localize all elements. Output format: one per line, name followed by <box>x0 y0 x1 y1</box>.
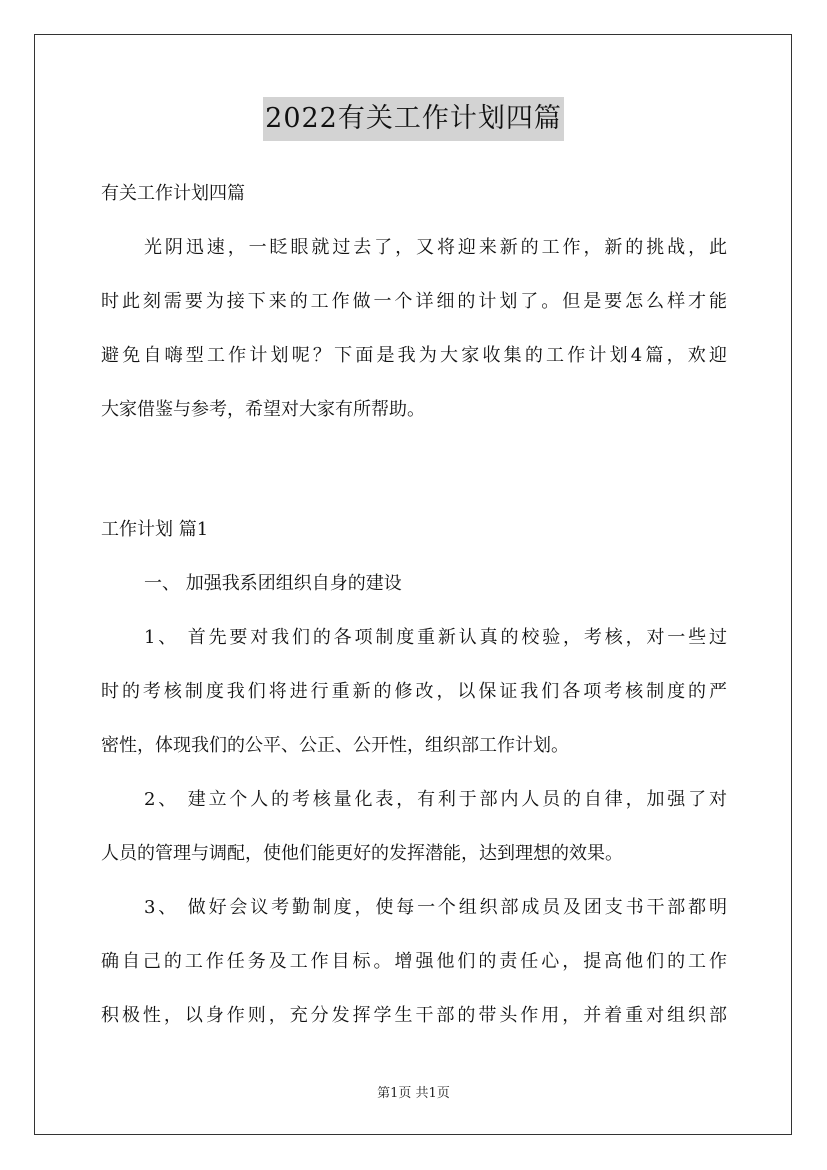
item1-line: 1、 首先要对我们的各项制度重新认真的校验，考核，对一些过 <box>144 627 727 648</box>
intro-line: 大家借鉴与参考，希望对大家有所帮助。 <box>101 399 425 420</box>
item1-line: 时的考核制度我们将进行重新的修改，以保证我们各项考核制度的严 <box>101 681 727 702</box>
item3-line: 确自己的工作任务及工作目标。增强他们的责任心，提高他们的工作 <box>101 951 727 972</box>
item2-line: 人员的管理与调配，使他们能更好的发挥潜能，达到理想的效果。 <box>101 843 623 864</box>
section-heading: 工作计划 篇1 <box>101 519 209 540</box>
intro-line: 光阴迅速，一眨眼就过去了，又将迎来新的工作，新的挑战，此 <box>144 237 727 258</box>
item2-line: 2、 建立个人的考核量化表，有利于部内人员的自律，加强了对 <box>144 789 727 810</box>
item3-line: 积极性，以身作则，充分发挥学生干部的带头作用，并着重对组织部 <box>101 1005 727 1026</box>
document-body <box>101 170 727 1046</box>
item3-line: 3、 做好会议考勤制度，使每一个组织部成员及团支书干部都明 <box>144 897 727 918</box>
document-title: 2022有关工作计划四篇 <box>263 97 564 141</box>
subheading: 一、 加强我系团组织自身的建设 <box>144 573 402 594</box>
item1-line: 密性，体现我们的公平、公正、公开性，组织部工作计划。 <box>101 735 569 756</box>
intro-line: 避免自嗨型工作计划呢？下面是我为大家收集的工作计划4篇，欢迎 <box>101 345 727 366</box>
page-footer: 第1页 共1页 <box>377 1086 450 1101</box>
title-wrap <box>0 97 827 141</box>
intro-line: 时此刻需要为接下来的工作做一个详细的计划了。但是要怎么样才能 <box>101 291 727 312</box>
spacer <box>101 440 727 506</box>
document-subtitle: 有关工作计划四篇 <box>101 183 245 204</box>
